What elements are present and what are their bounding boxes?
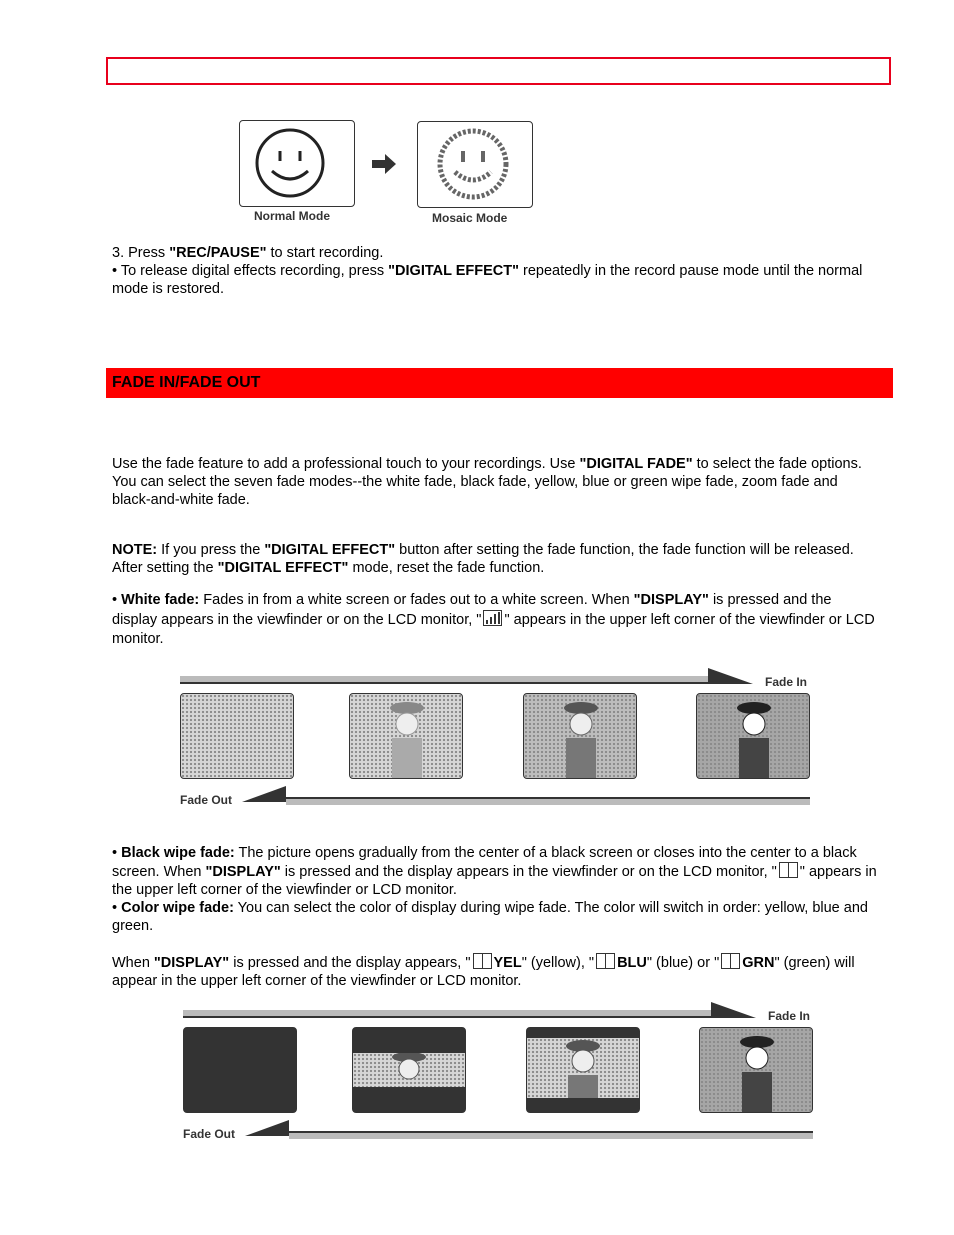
step-3-text: 3. Press "REC/PAUSE" to start recording. • To release digital effects recording, press "DIGITAL EFFECT" repeatedly in the record pause mode until the normal mode is restored. — [112, 245, 863, 297]
mosaic-smiley-icon — [418, 122, 533, 208]
girl-figure-icon — [527, 1038, 639, 1098]
fade-in-label: Fade In — [765, 675, 808, 689]
fade-out-arrow — [243, 1118, 817, 1142]
wipe-frame-2 — [352, 1027, 466, 1113]
mosaic-illustration — [238, 119, 538, 229]
fade-in-arrow — [181, 1000, 761, 1022]
section-header — [106, 368, 893, 398]
wipe-frame-1 — [183, 1027, 297, 1113]
girl-figure-icon — [350, 694, 463, 779]
note-text: NOTE: If you press the "DIGITAL EFFECT" button after setting the fade function, the fade function will be released. After setting the "DIGITAL EFFECT" mode, reset the fade function. — [112, 542, 854, 576]
fade-frame-4 — [696, 693, 810, 779]
girl-figure-icon — [697, 694, 810, 779]
normal-mode-caption: Normal Mode — [254, 209, 331, 223]
section-title: FADE IN/FADE OUT — [112, 374, 261, 391]
white-fade-icon — [483, 610, 502, 626]
black-wipe-text: • Black wipe fade: The picture opens gradually from the center of a black screen or closes into the center to a black screen. When "DISPLAY" is pressed and the display appears in the viewfinder or on the LCD monitor, " " appears in the upper left corner of the viewfinder or LCD monitor. • Color wipe fade: You can select the color of display during wipe fade. The color will switch in order: yellow, blue and green. — [112, 845, 877, 934]
girl-figure-icon — [700, 1028, 813, 1113]
wipe-fade-diagram — [181, 1000, 817, 1145]
fade-out-arrow — [240, 784, 814, 808]
white-fade-diagram — [178, 666, 814, 811]
color-wipe-display-text: When "DISPLAY" is pressed and the display appears, " YEL" (yellow), " BLU" (blue) or " GRN" (green) will appear in the upper left corner of the viewfinder or LCD monitor. — [112, 955, 855, 989]
fade-frame-1 — [180, 693, 294, 779]
black-wipe-icon — [779, 862, 798, 878]
wipe-grn-icon — [721, 953, 740, 969]
wipe-frame-3 — [526, 1027, 640, 1113]
mosaic-mode-frame — [417, 121, 533, 208]
mosaic-mode-caption: Mosaic Mode — [432, 211, 508, 225]
intro-text: Use the fade feature to add a professional touch to your recordings. Use "DIGITAL FADE" to select the fade options. You can select the seven fade modes--the white fade, black fade, yellow, blue or green wipe fade, zoom fade and black-and-white fade. — [112, 456, 862, 508]
wipe-blu-icon — [596, 953, 615, 969]
girl-figure-icon — [524, 694, 637, 779]
fade-frame-2 — [349, 693, 463, 779]
normal-mode-frame — [239, 120, 355, 207]
fade-in-label: Fade In — [768, 1009, 811, 1023]
girl-figure-icon — [353, 1053, 465, 1087]
white-fade-text: • White fade: Fades in from a white screen or fades out to a white screen. When "DISPLAY" is pressed and the display appears in the viewfinder or on the LCD monitor, " " appears in the upper left corner of the viewfinder or LCD monitor. — [112, 592, 875, 647]
fade-in-arrow — [178, 666, 758, 688]
arrow-right-icon — [372, 154, 398, 174]
wipe-yel-icon — [473, 953, 492, 969]
header-box — [106, 57, 891, 85]
fade-frame-3 — [523, 693, 637, 779]
smiley-icon — [240, 121, 355, 207]
fade-out-label: Fade Out — [183, 1127, 236, 1141]
wipe-frame-4 — [699, 1027, 813, 1113]
fade-out-label: Fade Out — [180, 793, 233, 807]
